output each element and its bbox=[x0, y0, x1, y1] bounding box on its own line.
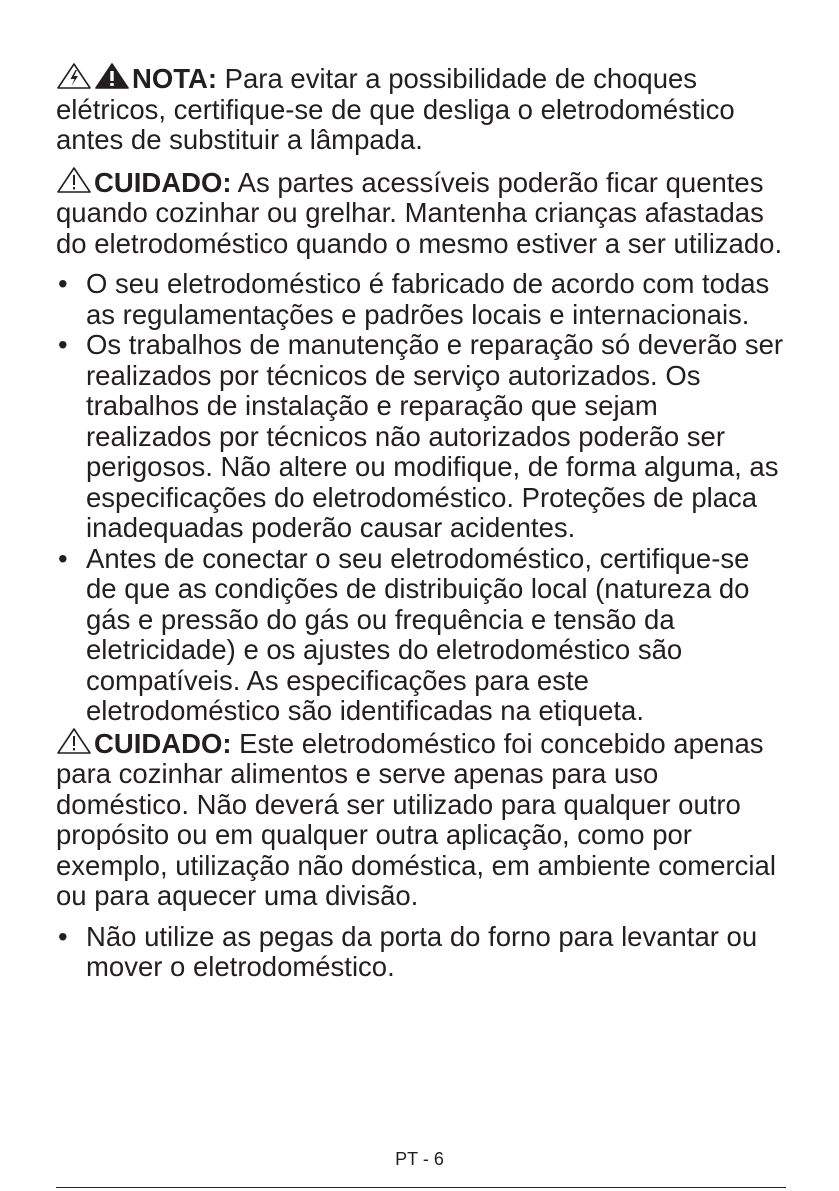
note-label: NOTA: bbox=[132, 63, 218, 94]
list-item-text: O seu eletrodoméstico é fabricado de acordo com todas as regulamentações e padrões locais e internacionais. bbox=[86, 268, 770, 330]
document-body bbox=[56, 62, 786, 983]
electric-shock-warning-icon bbox=[56, 62, 92, 90]
caution-label-2: CUIDADO: bbox=[94, 727, 232, 759]
bullet-dot: • bbox=[58, 542, 68, 574]
list-item bbox=[56, 269, 786, 330]
bullet-dot: • bbox=[58, 268, 68, 299]
list-item bbox=[56, 330, 786, 544]
bullet-list-1 bbox=[56, 269, 786, 727]
note-text: Para evitar a possibilidade de choques elétricos, certifique-se de que desliga o eletrodoméstico antes de substituir a lâmpada. bbox=[56, 63, 735, 155]
list-item-text: Antes de conectar o seu eletrodoméstico, certifique-se de que as condições de distribuição local (natureza do gás e pressão do gás ou frequência e tensão da eletricidade) e os ajustes do eletrodoméstico são compatíveis. As especificações para este eletrodoméstico são identificadas na etiqueta. bbox=[86, 542, 750, 726]
caution-text-2: Este eletrodoméstico foi concebido apenas para cozinhar alimentos e serve apenas para uso doméstico. Não deverá ser utilizado para qualquer outro propósito ou em qualquer outra aplicação, como por exemplo, utilização não doméstica, em ambiente comercial ou para aquecer uma divisão. bbox=[56, 727, 776, 911]
bullet-dot: • bbox=[58, 329, 68, 360]
bullet-dot: • bbox=[58, 920, 68, 952]
list-item-text: Os trabalhos de manutenção e reparação só deverão ser realizados por técnicos de serviço autorizados. Os trabalhos de instalação e reparação que sejam realizados por técnicos não autorizados poderão ser perigosos. Não altere ou modifique, de forma alguma, as especificações do eletrodoméstico. Proteções de placa inadequadas poderão causar acidentes. bbox=[86, 329, 784, 543]
caution-paragraph-2 bbox=[56, 727, 786, 912]
page-number: PT - 6 bbox=[395, 1149, 444, 1169]
caution-text-1: As partes acessíveis poderão ficar quentes quando cozinhar ou grelhar. Mantenha crianças afastadas do eletrodoméstico quando o mesmo estiver a ser utilizado. bbox=[56, 166, 783, 259]
note-paragraph bbox=[56, 62, 786, 156]
footer-divider bbox=[56, 1187, 786, 1188]
caution-label-1: CUIDADO: bbox=[94, 166, 232, 198]
caution-paragraph-1 bbox=[56, 166, 786, 260]
caution-triangle-icon bbox=[56, 727, 92, 755]
hazard-warning-icon bbox=[94, 62, 130, 90]
bullet-list-2 bbox=[56, 922, 786, 983]
list-item bbox=[56, 922, 786, 983]
list-item-text: Não utilize as pegas da porta do forno para levantar ou mover o eletrodoméstico. bbox=[86, 920, 758, 982]
list-item bbox=[56, 544, 786, 727]
caution-triangle-icon bbox=[56, 166, 92, 194]
